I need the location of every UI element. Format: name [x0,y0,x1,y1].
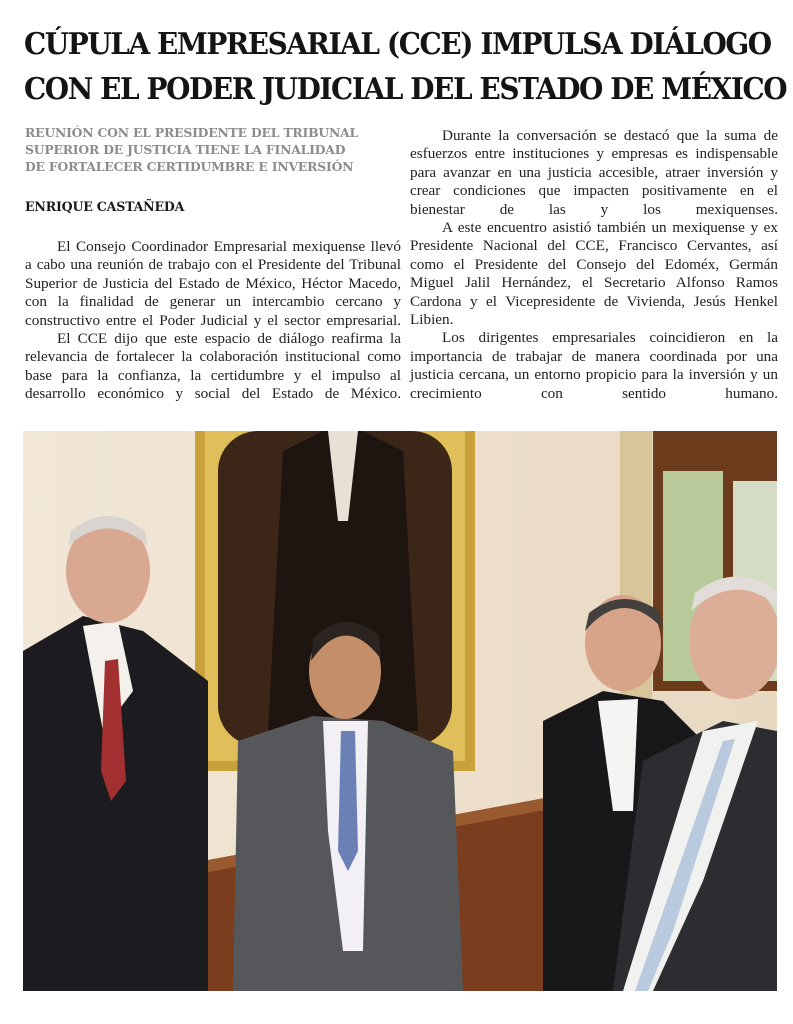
headline-line-2: CON EL PODER JUDICIAL DEL ESTADO DE MÉXICO [24,72,787,107]
paragraph: El Consejo Coordinador Empresarial mexiquense llevó a cabo una reunión de trabajo con el Presidente del Tribunal Superior de Justicia del Estado de México, Héctor Macedo, con la finalidad de generar un intercambio cercano y constructivo entre el Poder Judicial y el sector empresarial. [25,238,401,329]
article-photo [23,431,777,991]
subheadline-line-1: REUNIÓN CON EL PRESIDENTE DEL TRIBUNAL [25,125,359,140]
article-column-right [410,127,778,403]
subheadline-line-3: DE FORTALECER CERTIDUMBRE E INVERSIÓN [25,159,354,174]
paragraph: Durante la conversación se destacó que la suma de esfuerzos entre instituciones y empresas es indispensable para avanzar en una justicia accesible, atraer inversión y crear condiciones que impacten positivamente en el bienestar de las y los mexiquenses. [410,127,778,218]
byline: ENRIQUE CASTAÑEDA [25,199,185,214]
paragraph: Los dirigentes empresariales coincidieron en la importancia de trabajar de manera coordinada por una justicia cercana, un entorno propicio para la inversión y un crecimiento con sentido humano. [410,329,778,402]
subheadline [25,124,400,175]
article-column-left [25,238,401,404]
paragraph: El CCE dijo que este espacio de diálogo reafirma la relevancia de fortalecer la colaboración institucional como base para la confianza, la certidumbre y el impulso al desarrollo económico y social del Estado de México. [25,330,401,403]
paragraph: A este encuentro asistió también un mexiquense y ex Presidente Nacional del CCE, Francisco Cervantes, así como el Presidente del Consejo del Edoméx, Germán Miguel Jalil Hernández, el Secretario Alfonso Ramos Cardona y el Vicepresidente de Vivienda, Jesús Henkel Libien. [410,219,778,329]
subheadline-line-2: SUPERIOR DE JUSTICIA TIENE LA FINALIDAD [25,142,346,157]
headline-line-1: CÚPULA EMPRESARIAL (CCE) IMPULSA DIÁLOGO [24,27,771,62]
photo-illustration [23,431,777,991]
headline [24,22,787,112]
